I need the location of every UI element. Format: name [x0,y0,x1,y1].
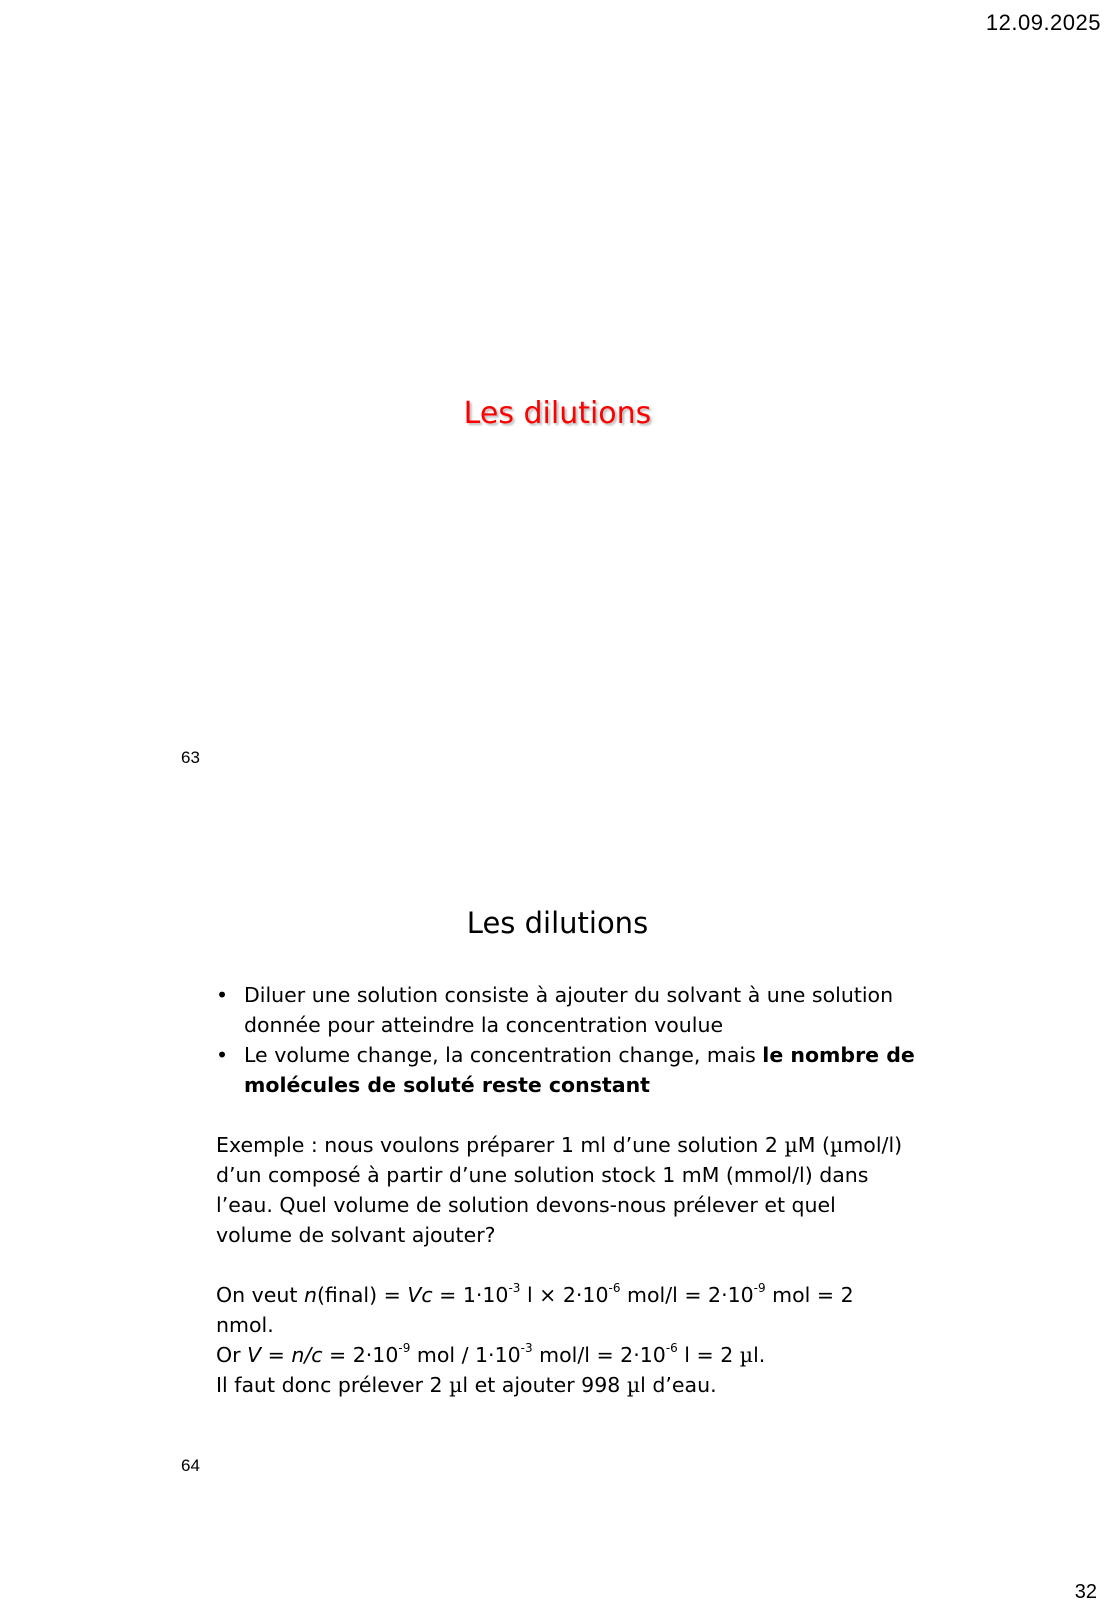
example-paragraph [216,1130,916,1250]
calc-var: n/c [291,1343,323,1367]
example-text: l’eau. Quel volume de solution devons-nous prélever et quel [216,1193,836,1217]
bullet-icon: • [216,1043,229,1067]
calc-text: Or [216,1343,248,1367]
calc-var: n [303,1283,317,1307]
calc-text: = 2·10 [322,1343,399,1367]
bullet-item [216,980,916,1040]
mu-symbol: µ [830,1133,844,1157]
slide2-number: 64 [181,1456,200,1475]
calc-exponent: -9 [753,1281,766,1296]
calc-text: mol = 2 nmol. [216,1283,854,1337]
bullet-text: Diluer une solution consiste à ajouter du solvant à une solution [244,983,894,1007]
example-text: mol/l) [843,1133,903,1157]
calc-var: Vc [407,1283,433,1307]
bullet-text-bold: molécules de soluté reste constant [244,1073,650,1097]
calc-text: l d’eau. [640,1373,717,1397]
calc-exponent: -3 [508,1281,521,1296]
bullet-text: Le volume change, la concentration change, mais [244,1043,763,1067]
calc-text: l et ajouter 998 [462,1373,627,1397]
calc-text: l = 2 [677,1343,740,1367]
example-text: M ( [797,1133,830,1157]
calc-text: mol/l = 2·10 [532,1343,666,1367]
page-date: 12.09.2025 [985,10,1101,35]
calc-text: mol / 1·10 [410,1343,521,1367]
slide2-title: Les dilutions [466,906,649,940]
calc-text: On veut [216,1283,304,1307]
mu-symbol: µ [449,1373,463,1397]
calc-exponent: -6 [665,1341,678,1356]
calc-text: = [261,1343,292,1367]
calc-text: = 1·10 [432,1283,509,1307]
slide1-title: Les dilutions [463,396,652,431]
calc-exponent: -6 [608,1281,621,1296]
calc-text: l. [753,1343,766,1367]
mu-symbol: µ [626,1373,641,1397]
calc-exponent: -9 [398,1341,411,1356]
calc-text: mol/l = 2·10 [620,1283,754,1307]
calc-text: l × 2·10 [520,1283,609,1307]
bullet-list [216,980,916,1100]
bullet-text-bold: le nombre de [762,1043,915,1067]
bullet-icon: • [216,983,229,1007]
calculation-paragraph [216,1280,916,1400]
example-text: Exemple : nous voulons préparer 1 ml d’une solution 2 [216,1133,785,1157]
mu-symbol: µ [784,1133,798,1157]
bullet-text: donnée pour atteindre la concentration voulue [244,1013,724,1037]
calc-exponent: -3 [520,1341,533,1356]
slide2-body [216,980,916,1400]
page-number: 32 [1074,1581,1097,1603]
example-text: d’un composé à partir d’une solution stock 1 mM (mmol/l) dans [216,1163,869,1187]
mu-symbol: µ [739,1343,754,1367]
calc-var: V [247,1343,262,1367]
slide1-number: 63 [181,748,200,767]
example-text: volume de solvant ajouter? [216,1223,496,1247]
bullet-item [216,1040,916,1100]
calc-text: Il faut donc prélever 2 [216,1373,450,1397]
calc-text: (final) = [316,1283,408,1307]
